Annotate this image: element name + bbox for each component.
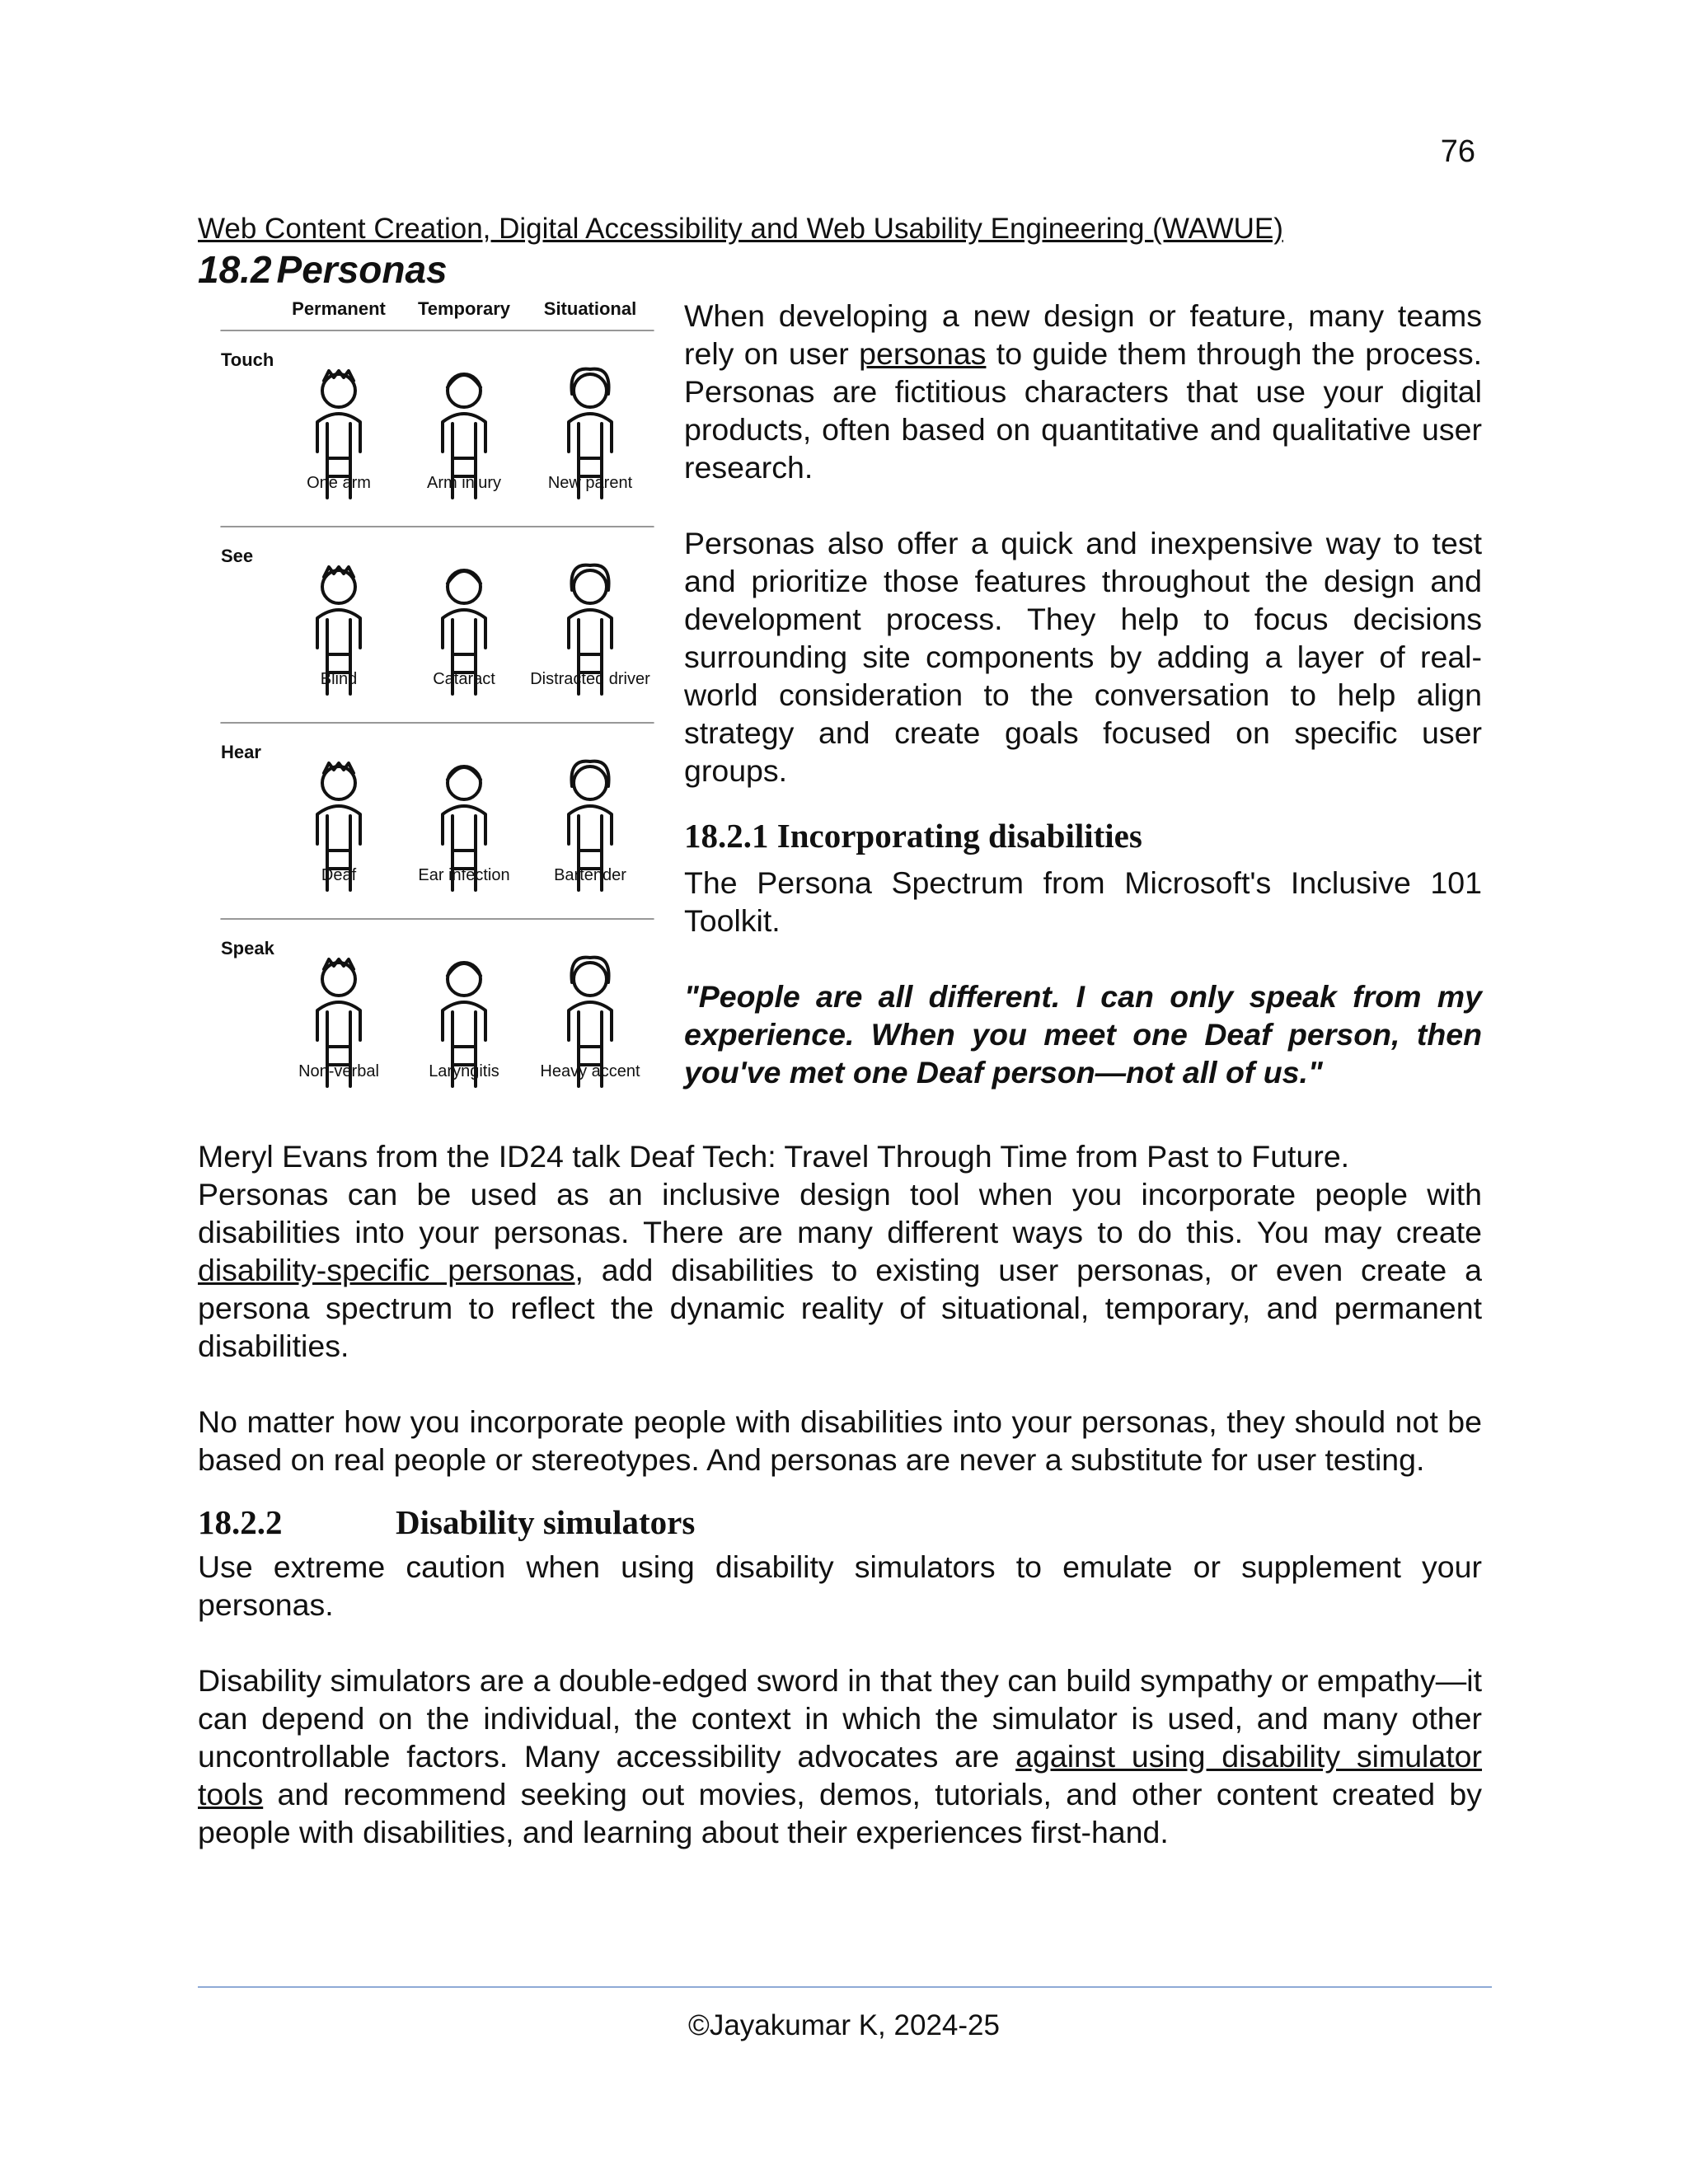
persona-label: Distracted driver	[530, 670, 650, 688]
footer-rule	[198, 1986, 1492, 1988]
disability-specific-personas-link[interactable]: disability-specific personas	[198, 1253, 575, 1287]
persona-label: Deaf	[321, 866, 357, 884]
personas-link[interactable]: personas	[859, 336, 987, 371]
figure-row-label: See	[221, 546, 254, 566]
intro-paragraph-2: Personas also offer a quick and inexpensive way to test and prioritize those features throughout the design and development process. They help to focus decisions surrounding site components by adding a layer of real-world consideration to the conversation to help align strategy and create goals focused on specific user groups.	[684, 526, 1482, 788]
subsection-2-paragraph-1: Use extreme caution when using disability simulators to emulate or supplement your personas.	[198, 1549, 1482, 1622]
section-title	[198, 247, 448, 292]
body-paragraph-1: Personas can be used as an inclusive design tool when you incorporate people with disabilities into your personas. There are many different ways to do this. You may create disability-specific personas, add disabilities to existing user personas, or even create a persona spectrum to reflect the dynamic reality of situational, temporary, and permanent disabilities.	[198, 1177, 1482, 1363]
persona-label: Non-verbal	[298, 1062, 379, 1080]
persona-label: Laryngitis	[429, 1062, 499, 1080]
persona-label: Ear infection	[418, 866, 510, 884]
quote: "People are all different. I can only speak from my experience. When you meet one Deaf person, then you've met one Deaf person—not all of us."	[684, 979, 1482, 1090]
intro-column	[684, 297, 1482, 1091]
subsection-2-title: Disability simulators	[396, 1503, 696, 1541]
section-title-text: Personas	[276, 248, 448, 291]
persona-spectrum-svg	[213, 292, 658, 1116]
subsection-1-heading: 18.2.1 Incorporating disabilities	[684, 817, 1142, 855]
figure-row-label: Speak	[221, 938, 274, 958]
persona-label: New parent	[547, 474, 633, 492]
running-header: Web Content Creation, Digital Accessibility and Web Usability Engineering (WAWUE)	[198, 213, 1283, 245]
persona-label: Blind	[320, 670, 358, 688]
persona-label: Bartender	[554, 866, 626, 884]
quote-attribution: Meryl Evans from the ID24 talk Deaf Tech: Travel Through Time from Past to Future.	[198, 1139, 1350, 1174]
figure-row-label: Hear	[221, 742, 261, 762]
footer-copyright: ©Jayakumar K, 2024-25	[688, 2009, 1000, 2041]
persona-label: Heavy accent	[540, 1062, 640, 1080]
figure-column-header: Situational	[543, 298, 637, 319]
persona-spectrum-figure	[213, 292, 658, 1116]
page-number: 76	[1440, 134, 1475, 169]
intro-paragraph-1: When developing a new design or feature, many teams rely on user personas to guide them through the process. Personas are fictitious characters that use your digital products, often based on quantitative and qualitative user research.	[684, 298, 1482, 485]
against-simulators-link[interactable]: against using disability simulator tools	[198, 1739, 1483, 1811]
figure-column-header: Temporary	[417, 298, 511, 319]
subsection-1-paragraph: The Persona Spectrum from Microsoft's Inclusive 101 Toolkit.	[684, 865, 1482, 938]
persona-label: Cataract	[433, 670, 495, 688]
figure-column-header: Permanent	[292, 298, 386, 319]
body-paragraph-2: No matter how you incorporate people with disabilities into your personas, they should not be based on real people or stereotypes. And personas are never a substitute for user testing.	[198, 1404, 1482, 1477]
subsection-2-number: 18.2.2	[198, 1503, 283, 1541]
persona-label: Arm injury	[426, 474, 502, 492]
body-section	[198, 1137, 1482, 1851]
section-number: 18.2	[198, 248, 272, 291]
subsection-2-paragraph-2: Disability simulators are a double-edged sword in that they can build sympathy or empathy—it can depend on the individual, the context in which the simulator is used, and many other uncontrollable factors. Many accessibility advocates are against using disability simulator tools and recommend seeking out movies, demos, tutorials, and other content created by people with disabilities, and learning about their experiences first-hand.	[198, 1663, 1483, 1849]
persona-label: One arm	[307, 474, 371, 492]
subsection-2-heading	[198, 1500, 1482, 1544]
figure-row-label: Touch	[221, 349, 274, 370]
